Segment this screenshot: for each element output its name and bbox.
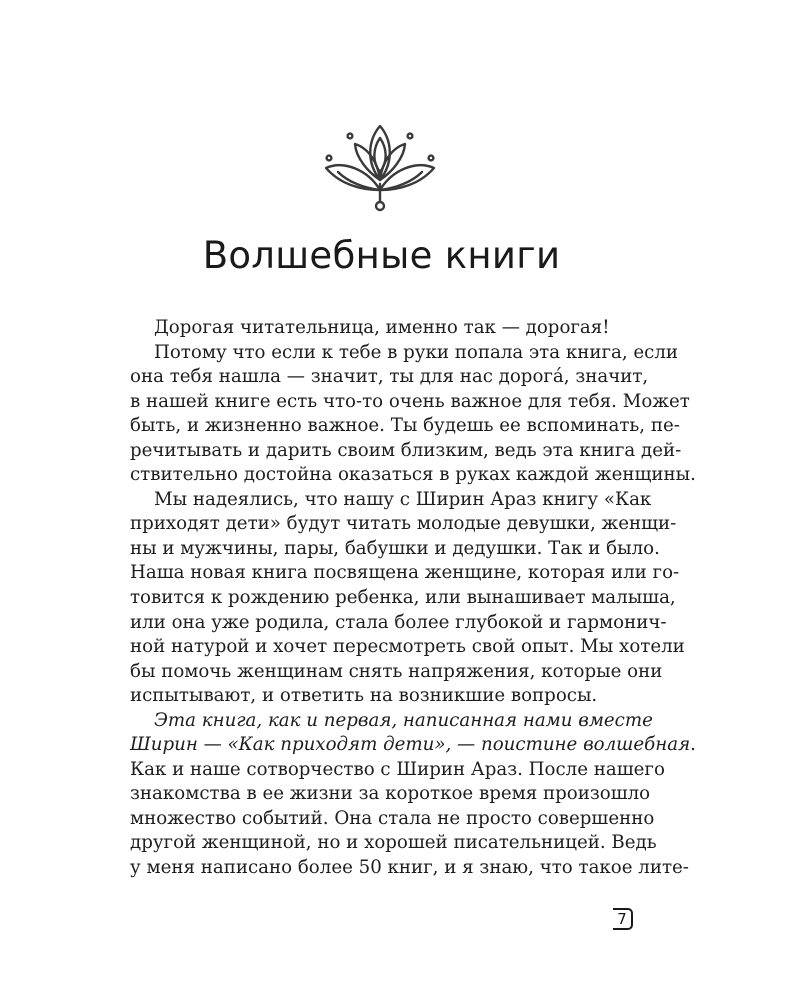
italic-text-line: Эта книга, как и первая, написанная нами вместе (154, 709, 653, 731)
text-line: товится к рождению ребенка, или вынашивает малыша, (130, 587, 676, 609)
text-line: в нашей книге есть что-то очень важное для тебя. Может (130, 390, 690, 412)
text-line: множество событий. Она стала не просто совершенно (130, 807, 655, 829)
text-line: Дорогая читательница, именно так — дорогая! (154, 317, 610, 338)
text-line: приходят дети» будут читать молодые девушки, женщи- (130, 513, 677, 535)
text-line: Наша новая книга посвящена женщине, которая или го- (130, 562, 680, 584)
text-line: испытывают, и ответить на возникшие вопросы. (130, 685, 598, 707)
text-line: ны и мужчины, пары, бабушки и дедушки. Так и было. (130, 537, 660, 559)
lotus-icon (322, 122, 438, 214)
chapter-title: Волшебные книги (202, 234, 561, 277)
italic-text: Ширин — «Как приходят дети», — поистине волшебная (130, 734, 691, 756)
text-line: она тебя нашла — значит, ты для нас дорога́, значит, (130, 366, 649, 388)
text-line: Мы надеялись, что нашу с Ширин Араз книгу «Как (154, 488, 652, 510)
text-line: речитывать и дарить своим близким, ведь эта книга дей- (130, 439, 682, 461)
text-line: Как и наше сотворчество с Ширин Араз. После нашего (130, 758, 665, 780)
page-number: 7 (613, 908, 633, 930)
text-line-mixed (130, 733, 696, 758)
body-text (130, 316, 696, 881)
text-line: или она уже родила, стала более глубокой и гармонич- (130, 611, 667, 633)
text-line: другой женщиной, но и хорошей писательницей. Ведь (130, 832, 657, 854)
text-line: ствительно достойна оказаться в руках каждой женщины. (130, 464, 696, 486)
text-line: Потому что если к тебе в руки попала эта книга, если (154, 341, 679, 363)
text-line: у меня написано более 50 книг, и я знаю, что такое лите- (130, 857, 689, 879)
text-line: бы помочь женщинам снять напряжения, которые они (130, 660, 663, 682)
text-line: быть, и жизненно важное. Ты будешь ее вспоминать, пе- (130, 415, 680, 437)
italic-tail: . (690, 734, 696, 756)
text-line: ной натурой и хочет пересмотреть свой опыт. Мы хотели (130, 636, 685, 658)
text-line: знакомства в ее жизни за короткое время произошло (130, 783, 651, 805)
